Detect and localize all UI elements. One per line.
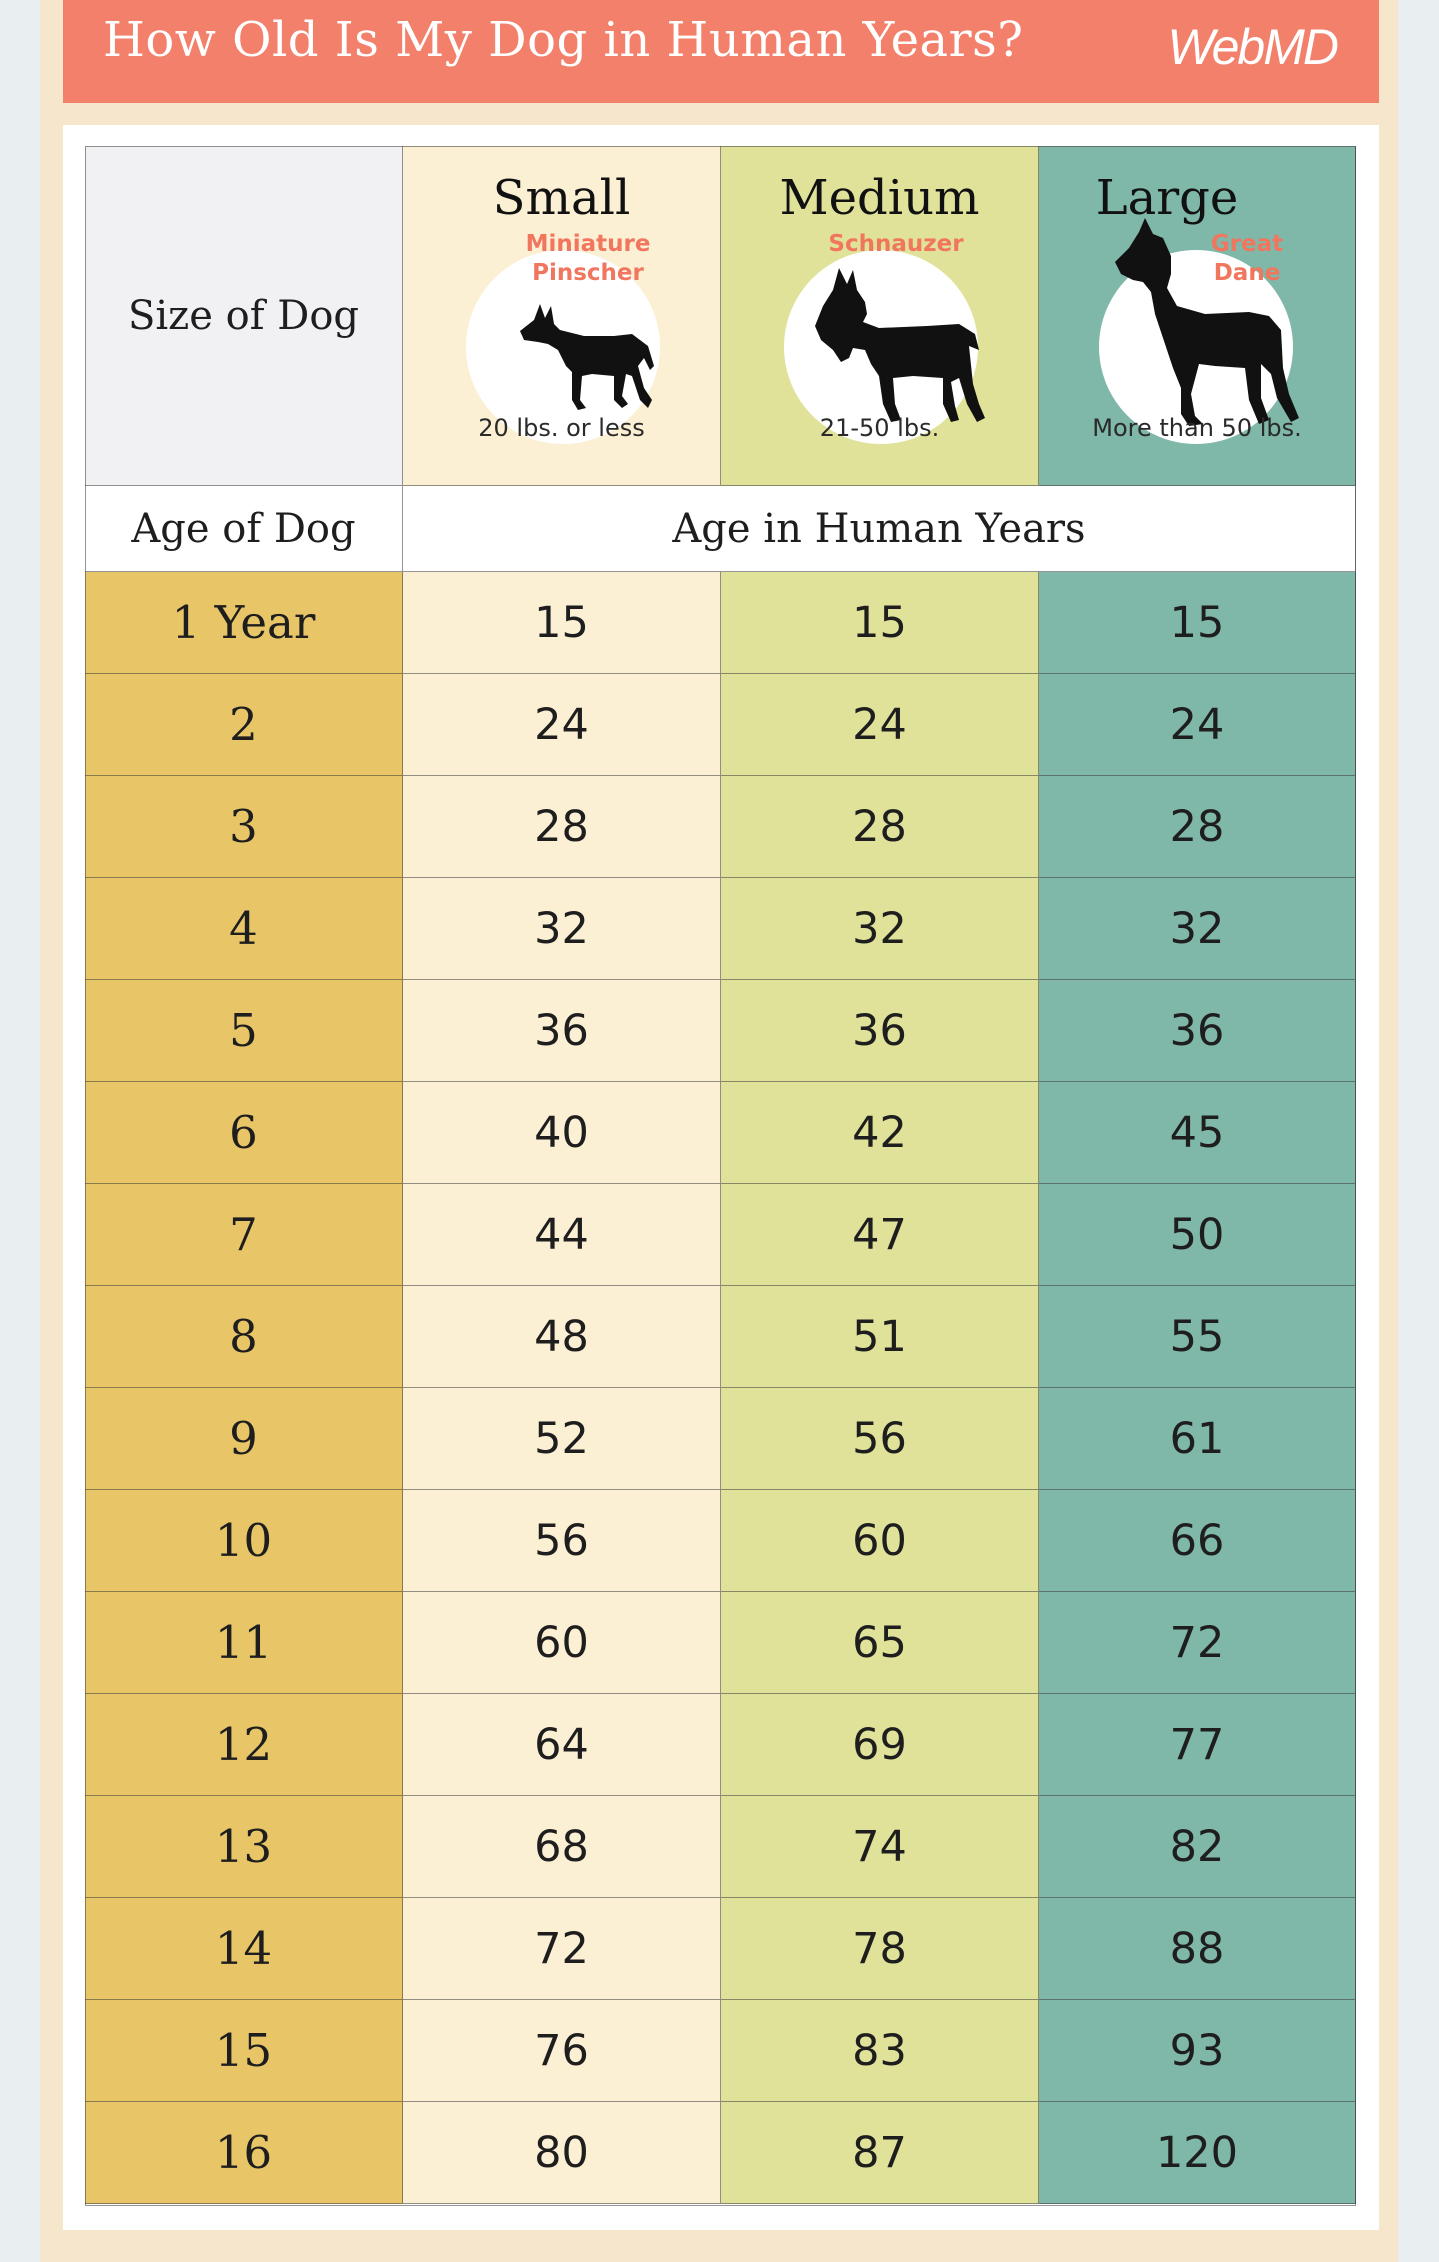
human-age-value: 24 [852,699,907,750]
weight-label-medium: 21-50 lbs. [819,414,940,442]
human-age-cell [721,1082,1039,1184]
human-age-cell [403,1490,721,1592]
human-age-cell [403,1592,721,1694]
human-age-cell [721,1286,1039,1388]
human-age-cell [403,1082,721,1184]
human-age-value: 56 [852,1413,907,1464]
human-age-value: 24 [534,699,589,750]
human-age-cell [1039,980,1356,1082]
human-age-value: 44 [534,1209,589,1260]
human-age-value: 64 [534,1719,589,1770]
age-in-human-years-label: Age in Human Years [672,505,1086,552]
human-age-cell [403,572,721,674]
human-age-cell [721,1490,1039,1592]
human-age-cell [1039,2000,1356,2102]
human-age-cell [403,1796,721,1898]
human-age-cell [721,1796,1039,1898]
size-header-small [403,146,721,486]
dog-age-cell [85,878,403,980]
dog-age-cell [85,1694,403,1796]
human-age-cell [1039,572,1356,674]
dog-age-cell [85,1898,403,2000]
dog-age-cell [85,980,403,1082]
human-age-value: 32 [852,903,907,954]
human-age-cell [721,674,1039,776]
human-age-value: 65 [852,1617,907,1668]
human-age-cell [403,878,721,980]
human-age-value: 36 [852,1005,907,1056]
human-age-cell [721,1694,1039,1796]
human-age-value: 45 [1169,1107,1225,1158]
dog-age-value: 6 [229,1106,258,1159]
human-age-value: 72 [534,1923,589,1974]
human-age-value: 50 [1169,1209,1225,1260]
human-age-value: 68 [534,1821,589,1872]
breed-label-small [513,230,663,288]
dog-age-value: 1 Year [171,596,316,649]
human-age-cell [1039,878,1356,980]
human-age-value: 74 [852,1821,907,1872]
human-age-value: 66 [1169,1515,1225,1566]
human-age-value: 77 [1169,1719,1225,1770]
dog-age-cell [85,2000,403,2102]
page-title: How Old Is My Dog in Human Years? [103,12,1024,68]
human-age-cell [721,1592,1039,1694]
size-header-large [1039,146,1356,486]
webmd-logo[interactable]: WebMD [1167,19,1337,75]
title-banner [63,0,1379,103]
dog-age-value: 16 [214,2126,273,2179]
age-in-human-years-header [403,486,1356,572]
breed-label-medium [811,230,981,259]
dog-age-cell [85,1592,403,1694]
human-age-value: 47 [852,1209,907,1260]
human-age-cell [721,2000,1039,2102]
human-age-cell [1039,1286,1356,1388]
human-age-cell [1039,2102,1356,2204]
dog-age-value: 15 [214,2024,273,2077]
human-age-cell [1039,1694,1356,1796]
human-age-value: 120 [1155,2127,1239,2178]
size-of-dog-header [85,146,403,486]
human-age-value: 60 [852,1515,907,1566]
dog-age-value: 3 [229,800,258,853]
human-age-value: 76 [534,2025,589,2076]
human-age-cell [721,1184,1039,1286]
human-age-cell [721,1388,1039,1490]
human-age-cell [403,1184,721,1286]
dog-age-cell [85,1184,403,1286]
size-name-large: Large [1095,170,1239,226]
human-age-value: 55 [1169,1311,1225,1362]
dog-age-value: 4 [229,902,258,955]
human-age-value: 60 [534,1617,589,1668]
dog-age-value: 12 [214,1718,273,1771]
human-age-cell [403,980,721,1082]
breed-line: Great [1210,231,1284,257]
human-age-cell [721,2102,1039,2204]
human-age-cell [1039,1898,1356,2000]
dog-age-cell [85,572,403,674]
dog-age-value: 14 [214,1922,273,1975]
dog-age-cell [85,1490,403,1592]
size-of-dog-label: Size of Dog [127,292,359,339]
human-age-cell [403,674,721,776]
human-age-cell [721,980,1039,1082]
size-name-medium: Medium [779,170,980,226]
human-age-cell [403,2000,721,2102]
human-age-value: 32 [1169,903,1225,954]
human-age-value: 88 [1169,1923,1225,1974]
human-age-value: 28 [852,801,907,852]
human-age-cell [403,776,721,878]
breed-line: Pinscher [532,260,644,286]
human-age-cell [1039,1388,1356,1490]
dog-age-cell [85,776,403,878]
dog-age-cell [85,674,403,776]
breed-label-large [1197,230,1297,288]
human-age-value: 56 [534,1515,589,1566]
dog-age-cell [85,1286,403,1388]
dog-age-value: 5 [229,1004,258,1057]
dog-age-value: 2 [229,698,258,751]
human-age-value: 28 [534,801,589,852]
human-age-value: 32 [534,903,589,954]
breed-line: Schnauzer [828,231,964,257]
human-age-value: 36 [534,1005,589,1056]
dog-age-value: 7 [229,1208,258,1261]
age-of-dog-header [85,486,403,572]
dog-age-value: 11 [214,1616,273,1669]
human-age-value: 28 [1169,801,1225,852]
size-header-medium [721,146,1039,486]
age-of-dog-label: Age of Dog [131,505,356,552]
human-age-cell [1039,1490,1356,1592]
human-age-value: 61 [1169,1413,1225,1464]
human-age-cell [403,1898,721,2000]
human-age-cell [403,1694,721,1796]
human-age-value: 15 [852,597,907,648]
dog-age-cell [85,1082,403,1184]
human-age-cell [721,1898,1039,2000]
schnauzer-silhouette-icon [809,254,989,429]
dog-age-cell [85,2102,403,2204]
dog-age-value: 8 [229,1310,258,1363]
human-age-value: 82 [1169,1821,1225,1872]
human-age-value: 15 [534,597,589,648]
dog-age-cell [85,1796,403,1898]
human-age-value: 48 [534,1311,589,1362]
human-age-value: 40 [534,1107,589,1158]
weight-label-small: 20 lbs. or less [478,414,645,442]
human-age-cell [721,572,1039,674]
human-age-cell [1039,674,1356,776]
miniature-pinscher-silhouette-icon [518,296,658,416]
human-age-value: 87 [852,2127,907,2178]
human-age-cell [403,2102,721,2204]
human-age-cell [1039,1796,1356,1898]
dog-age-value: 10 [214,1514,273,1567]
size-name-small: Small [492,170,631,226]
human-age-value: 24 [1169,699,1225,750]
human-age-cell [721,776,1039,878]
dog-age-value: 13 [214,1820,273,1873]
human-age-cell [721,878,1039,980]
human-age-value: 80 [534,2127,589,2178]
dog-age-cell [85,1388,403,1490]
human-age-value: 42 [852,1107,907,1158]
breed-line: Dane [1213,260,1281,286]
human-age-value: 93 [1169,2025,1225,2076]
human-age-cell [403,1388,721,1490]
human-age-value: 52 [534,1413,589,1464]
human-age-value: 72 [1169,1617,1225,1668]
dog-age-table [85,146,1356,2206]
human-age-cell [1039,776,1356,878]
human-age-value: 36 [1169,1005,1225,1056]
human-age-cell [1039,1082,1356,1184]
dog-age-value: 9 [229,1412,258,1465]
human-age-value: 15 [1169,597,1225,648]
human-age-value: 69 [852,1719,907,1770]
human-age-value: 83 [852,2025,907,2076]
human-age-cell [403,1286,721,1388]
weight-label-large: More than 50 lbs. [1092,414,1302,442]
human-age-cell [1039,1184,1356,1286]
human-age-value: 78 [852,1923,907,1974]
human-age-cell [1039,1592,1356,1694]
human-age-value: 51 [852,1311,907,1362]
breed-line: Miniature [525,231,651,257]
